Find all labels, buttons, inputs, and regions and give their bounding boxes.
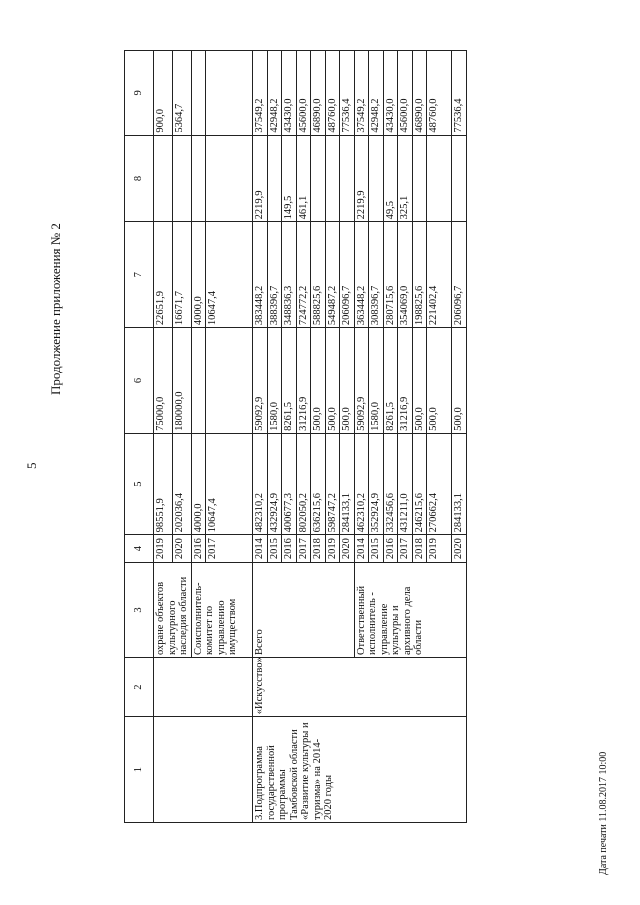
value-cell: 1580,0: [267, 328, 282, 434]
executor-cell: Соисполнитель-комитет по управлению имуществом: [191, 562, 253, 657]
header-cell: 8: [125, 135, 154, 222]
year-cell: 2015: [369, 535, 384, 562]
value-cell: 37549,2: [354, 51, 369, 136]
value-cell: 43430,0: [282, 51, 297, 136]
value-cell: 461,1: [296, 135, 311, 222]
budget-table: [124, 50, 467, 823]
value-cell: 43430,0: [383, 51, 398, 136]
value-cell: [412, 135, 427, 222]
year-cell: 2019: [325, 535, 340, 562]
value-cell: 802050,2: [296, 433, 311, 535]
table-row: [253, 51, 268, 823]
value-cell: 432924,9: [267, 433, 282, 535]
value-cell: 308396,7: [369, 222, 384, 328]
value-cell: [206, 328, 253, 434]
header-cell: 2: [125, 658, 154, 717]
value-cell: 354069,0: [398, 222, 413, 328]
header-cell: 4: [125, 535, 154, 562]
value-cell: 206096,7: [340, 222, 355, 328]
year-cell: 2014: [354, 535, 369, 562]
value-cell: [154, 135, 173, 222]
value-cell: 500,0: [311, 328, 326, 434]
subprogram-cell: 3.Подпрограмма государственной программы Тамбовской области «Развитие культуры и туризма» на 2014-2020 годы: [253, 717, 467, 823]
value-cell: 352924,9: [369, 433, 384, 535]
value-cell: 500,0: [325, 328, 340, 434]
year-cell: 2017: [206, 535, 253, 562]
value-cell: 48760,0: [427, 51, 452, 136]
print-date: Дата печати 11.08.2017 10:00: [598, 751, 609, 875]
value-cell: 462310,2: [354, 433, 369, 535]
value-cell: 549487,2: [325, 222, 340, 328]
year-cell: 2020: [340, 535, 355, 562]
value-cell: 270662,4: [427, 433, 452, 535]
value-cell: 75000,0: [154, 328, 173, 434]
value-cell: 598747,2: [325, 433, 340, 535]
value-cell: [267, 135, 282, 222]
value-cell: 42948,2: [369, 51, 384, 136]
value-cell: 46890,0: [311, 51, 326, 136]
subprogram-name-cell: «Искусство»: [253, 658, 467, 717]
value-cell: 10647,4: [206, 433, 253, 535]
value-cell: 4000,0: [191, 433, 206, 535]
year-cell: 2019: [427, 535, 452, 562]
value-cell: [427, 135, 452, 222]
executor-cell: Ответственный исполнитель - управление культуры и архивного дела области: [354, 562, 466, 657]
value-cell: [369, 135, 384, 222]
value-cell: 280715,6: [383, 222, 398, 328]
value-cell: 500,0: [412, 328, 427, 434]
value-cell: 48760,0: [325, 51, 340, 136]
appendix-subtitle: Продолжение приложения № 2: [48, 223, 63, 395]
year-cell: 2016: [282, 535, 297, 562]
executor-cell: охране объектов культурного наследия области: [154, 562, 192, 657]
value-cell: 77536,4: [452, 51, 467, 136]
value-cell: 45600,0: [398, 51, 413, 136]
value-cell: 42948,2: [267, 51, 282, 136]
value-cell: 431211,0: [398, 433, 413, 535]
year-cell: 2020: [172, 535, 191, 562]
value-cell: [206, 135, 253, 222]
value-cell: [191, 135, 206, 222]
value-cell: 2219,9: [253, 135, 268, 222]
value-cell: 500,0: [452, 328, 467, 434]
year-cell: 2018: [412, 535, 427, 562]
value-cell: [172, 135, 191, 222]
value-cell: 388396,7: [267, 222, 282, 328]
value-cell: 8261,5: [282, 328, 297, 434]
total-label-cell: Всего: [253, 562, 355, 657]
year-cell: 2018: [311, 535, 326, 562]
year-cell: 2019: [154, 535, 173, 562]
value-cell: 636215,6: [311, 433, 326, 535]
value-cell: 31216,9: [398, 328, 413, 434]
value-cell: 325,1: [398, 135, 413, 222]
header-row: [125, 51, 154, 823]
header-cell: 9: [125, 51, 154, 136]
value-cell: 5364,7: [172, 51, 191, 136]
year-cell: 2014: [253, 535, 268, 562]
value-cell: [452, 135, 467, 222]
header-cell: 3: [125, 562, 154, 657]
value-cell: 724772,2: [296, 222, 311, 328]
value-cell: 22651,9: [154, 222, 173, 328]
value-cell: 59092,9: [354, 328, 369, 434]
value-cell: 59092,9: [253, 328, 268, 434]
value-cell: 221402,4: [427, 222, 452, 328]
value-cell: 900,0: [154, 51, 173, 136]
value-cell: [206, 51, 253, 136]
value-cell: 10647,4: [206, 222, 253, 328]
value-cell: 383448,2: [253, 222, 268, 328]
value-cell: 400677,3: [282, 433, 297, 535]
value-cell: 363448,2: [354, 222, 369, 328]
value-cell: 500,0: [427, 328, 452, 434]
value-cell: 500,0: [340, 328, 355, 434]
value-cell: [191, 328, 206, 434]
value-cell: 198825,6: [412, 222, 427, 328]
value-cell: 46890,0: [412, 51, 427, 136]
program-cell-empty: [154, 717, 253, 823]
value-cell: 332456,6: [383, 433, 398, 535]
header-cell: 7: [125, 222, 154, 328]
value-cell: 284133,1: [340, 433, 355, 535]
value-cell: 45600,0: [296, 51, 311, 136]
year-cell: 2017: [296, 535, 311, 562]
name-cell-empty: [154, 658, 253, 717]
value-cell: 37549,2: [253, 51, 268, 136]
page-number: 5: [24, 462, 39, 469]
header-cell: 5: [125, 433, 154, 535]
value-cell: 246215,6: [412, 433, 427, 535]
value-cell: 180000,0: [172, 328, 191, 434]
value-cell: 4000,0: [191, 222, 206, 328]
value-cell: 149,5: [282, 135, 297, 222]
year-cell: 2015: [267, 535, 282, 562]
value-cell: 2219,9: [354, 135, 369, 222]
value-cell: [340, 135, 355, 222]
year-cell: 2016: [191, 535, 206, 562]
year-cell: 2017: [398, 535, 413, 562]
header-cell: 1: [125, 717, 154, 823]
value-cell: 77536,4: [340, 51, 355, 136]
value-cell: [191, 51, 206, 136]
value-cell: 31216,9: [296, 328, 311, 434]
value-cell: 1580,0: [369, 328, 384, 434]
value-cell: 482310,2: [253, 433, 268, 535]
year-cell: 2020: [452, 535, 467, 562]
value-cell: 284133,1: [452, 433, 467, 535]
value-cell: 8261,5: [383, 328, 398, 434]
value-cell: 348836,3: [282, 222, 297, 328]
value-cell: [325, 135, 340, 222]
header-cell: 6: [125, 328, 154, 434]
value-cell: 98551,9: [154, 433, 173, 535]
value-cell: 588825,6: [311, 222, 326, 328]
value-cell: [311, 135, 326, 222]
value-cell: 16671,7: [172, 222, 191, 328]
year-cell: 2016: [383, 535, 398, 562]
value-cell: 206096,7: [452, 222, 467, 328]
table-row: [154, 51, 173, 823]
value-cell: 49,5: [383, 135, 398, 222]
value-cell: 202036,4: [172, 433, 191, 535]
